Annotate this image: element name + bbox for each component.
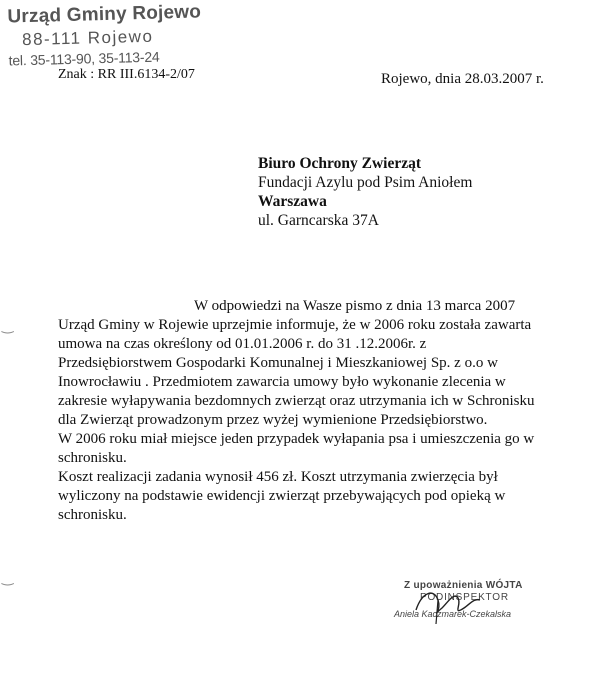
stamp-office-name: Urząd Gminy Rojewo bbox=[7, 1, 202, 28]
signature-block bbox=[388, 580, 523, 619]
body-line: W odpowiedzi na Wasze pismo z dnia 13 marca 2007 bbox=[194, 298, 516, 314]
body-line: wyliczony na podstawie ewidencji zwierząt przebywających pod opieką w bbox=[58, 488, 506, 504]
letter-body bbox=[58, 297, 588, 525]
body-line: Koszt realizacji zadania wynosił 456 zł. Koszt utrzymania zwierzęcia był bbox=[58, 469, 498, 485]
office-stamp bbox=[7, 1, 202, 68]
recipient-street: ul. Garncarska 37A bbox=[258, 212, 379, 229]
body-line: schronisku. bbox=[58, 450, 127, 466]
signature-title: PODINSPEKTOR bbox=[420, 592, 509, 603]
recipient-organization: Fundacji Azylu pod Psim Aniołem bbox=[258, 174, 473, 191]
margin-mark: ‿ bbox=[2, 319, 14, 334]
body-line: schronisku. bbox=[58, 507, 127, 523]
signature-authorization: Z upoważnienia WÓJTA bbox=[404, 580, 523, 591]
recipient-city: Warszawa bbox=[258, 193, 327, 210]
signature-name: Aniela Kaczmarek-Czekalska bbox=[394, 609, 512, 619]
body-line: Inowrocławiu . Przedmiotem zawarcia umowy było wykonanie zlecenia w bbox=[58, 374, 506, 390]
recipient-address bbox=[258, 154, 472, 230]
body-line: Przedsiębiorstwem Gospodarki Komunalnej i Mieszkaniowej Sp. z o.o w bbox=[58, 355, 498, 371]
handwritten-signature-icon bbox=[408, 578, 488, 628]
stamp-phone: tel. 35-113-90, 35-113-24 bbox=[8, 48, 160, 69]
body-line: dla Zwierząt prowadzonym przez wyżej wymienione Przedsiębiorstwo. bbox=[58, 412, 488, 428]
body-line: Urząd Gminy w Rojewie uprzejmie informuje, że w 2006 roku została zawarta bbox=[58, 317, 532, 333]
body-line: zakresie wyłapywania bezdomnych zwierząt oraz utrzymania ich w Schronisku bbox=[58, 393, 535, 409]
reference-number: Znak : RR III.6134-2/07 bbox=[58, 67, 195, 82]
body-line: W 2006 roku miał miejsce jeden przypadek wyłapania psa i umieszczenia go w bbox=[58, 431, 535, 447]
margin-mark: ‿ bbox=[2, 571, 14, 586]
recipient-name: Biuro Ochrony Zwierząt bbox=[258, 155, 422, 172]
stamp-postal-code: 88-111 Rojewo bbox=[21, 26, 154, 50]
letter-date: Rojewo, dnia 28.03.2007 r. bbox=[381, 71, 544, 87]
body-line: umowa na czas określony od 01.01.2006 r. do 31 .12.2006r. z bbox=[58, 336, 427, 352]
